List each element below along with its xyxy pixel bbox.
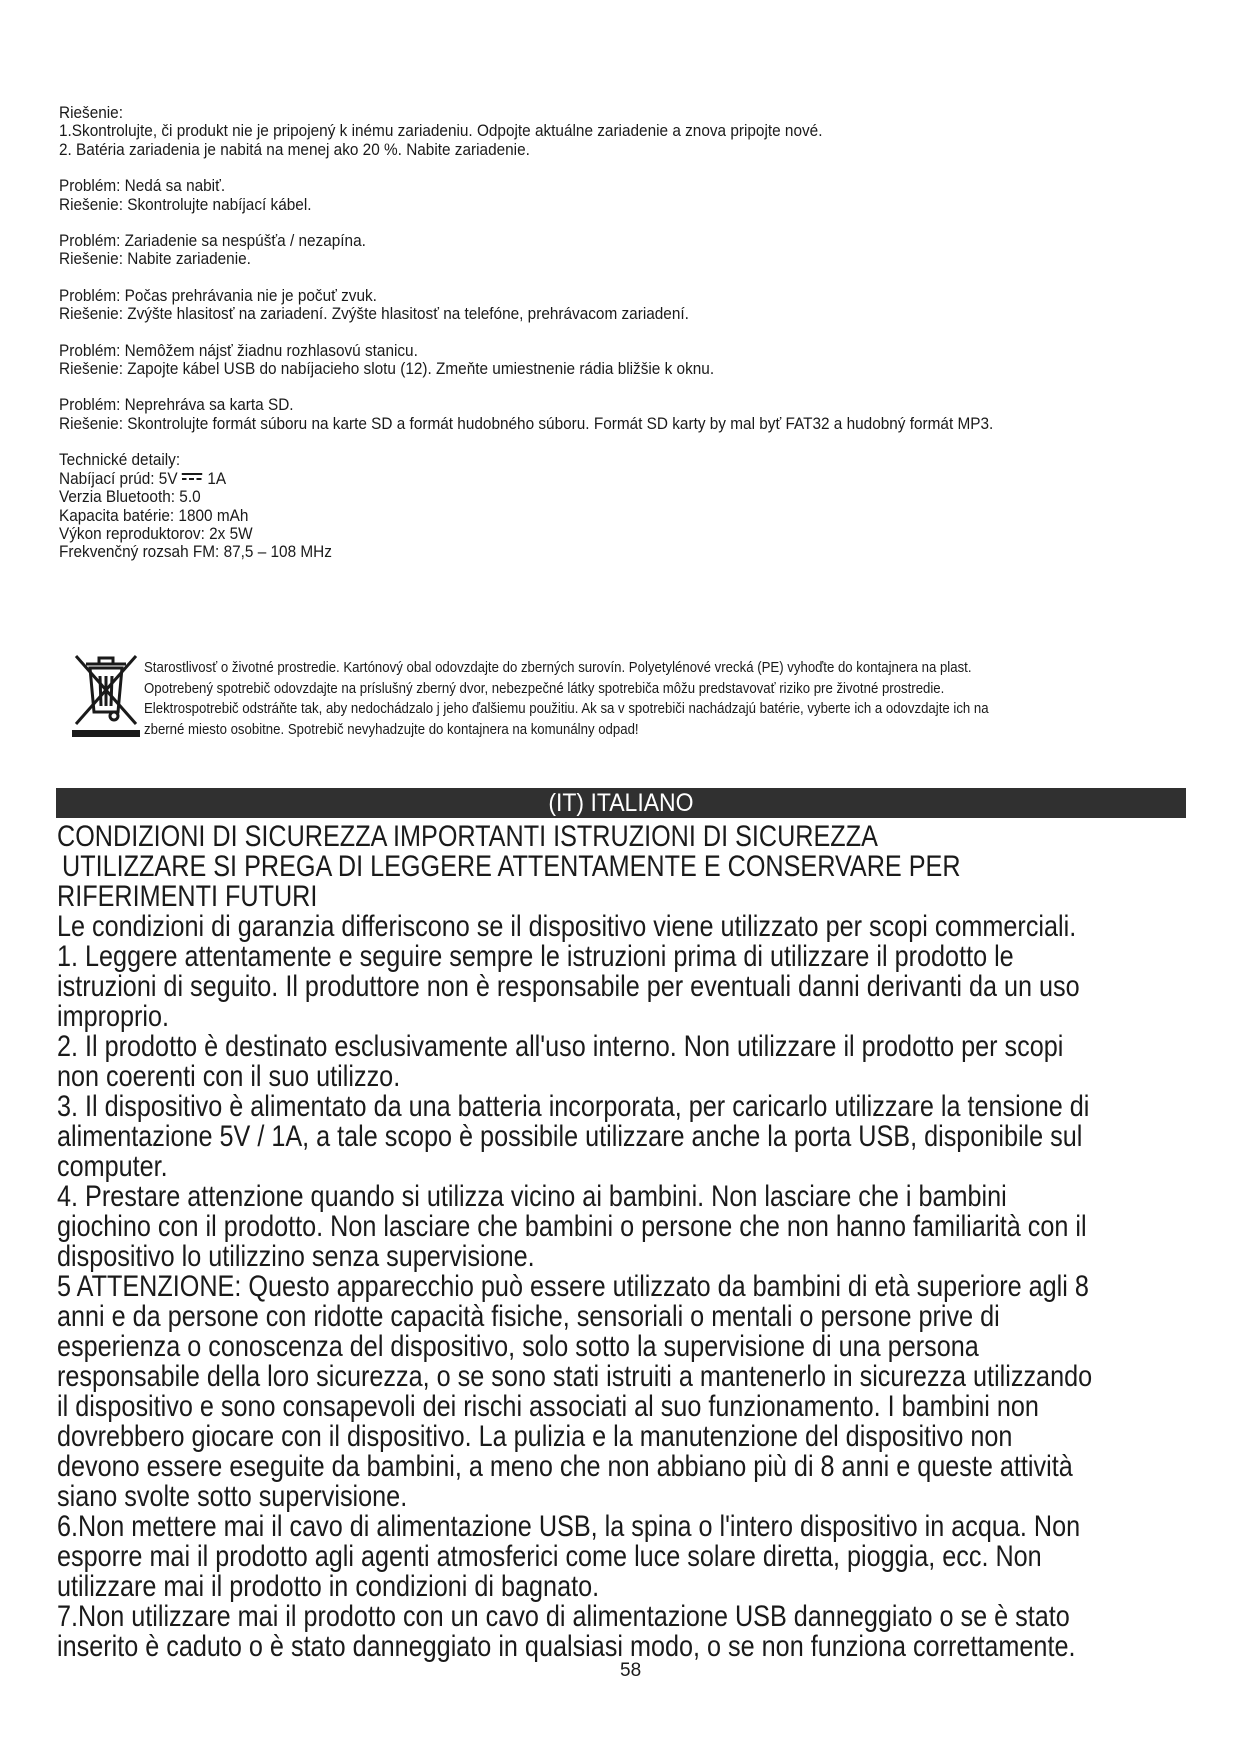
text-line: esperienza o conoscenza del dispositivo, solo sotto la supervisione di una persona	[57, 1330, 979, 1363]
page-number: 58	[620, 1660, 642, 1681]
charging-current-line	[59, 470, 1119, 488]
environment-line: Starostlivosť o životné prostredie. Kartónový obal odovzdajte do zberných surovín. Polyetylénové vrecká (PE) vyhoďte do kontajnera na plast.	[144, 659, 972, 676]
text-line: computer.	[57, 1150, 168, 1183]
text-line: alimentazione 5V / 1A, a tale scopo è possibile utilizzare anche la porta USB, disponibile sul	[57, 1120, 1083, 1153]
problem-line: Problém: Počas prehrávania nie je počuť zvuk.	[59, 286, 377, 305]
tech-detail-line: Verzia Bluetooth: 5.0	[59, 488, 201, 507]
problem-line: Problém: Zariadenie sa nespúšťa / nezapína.	[59, 232, 366, 251]
crossed-out-wheeled-bin-icon	[70, 646, 142, 738]
text-line: 7.Non utilizzare mai il prodotto con un cavo di alimentazione USB danneggiato o se è stato	[57, 1600, 1070, 1633]
text-line: 4. Prestare attenzione quando si utilizza vicino ai bambini. Non lasciare che i bambini	[57, 1180, 1007, 1213]
safety-heading-line: RIFERIMENTI FUTURI	[57, 880, 318, 913]
text-line: Le condizioni di garanzia differiscono se il dispositivo viene utilizzato per scopi commerciali.	[57, 910, 1077, 943]
problem-line: Problém: Nemôžem nájsť žiadnu rozhlasovú stanicu.	[59, 341, 418, 360]
solution-line: Riešenie: Nabite zariadenie.	[59, 250, 251, 269]
solution-line: Riešenie: Zapojte kábel USB do nabíjacieho slotu (12). Zmeňte umiestnenie rádia bližšie k oknu.	[59, 360, 715, 379]
solution-line: Riešenie: Skontrolujte formát súboru na karte SD a formát hudobného súboru. Formát SD karty by mal byť FAT32 a hudobný formát MP3.	[59, 414, 994, 433]
language-header-label: (IT) ITALIANO	[548, 789, 694, 817]
text-line: improprio.	[57, 1000, 170, 1033]
solution-line: Riešenie: Zvýšte hlasitosť na zariadení. Zvýšte hlasitosť na telefóne, prehrávacom zariadení.	[59, 305, 689, 324]
text-line: dovrebbero giocare con il dispositivo. La pulizia e la manutenzione del dispositivo non	[57, 1420, 1013, 1453]
text-line: 1.Skontrolujte, či produkt nie je pripojený k inému zariadeniu. Odpojte aktuálne zariadenie a znova pripojte nové.	[59, 122, 823, 141]
text-line: il dispositivo e sono consapevoli dei rischi associati al suo funzionamento. I bambini non	[57, 1390, 1039, 1423]
problem-line: Problém: Nedá sa nabiť.	[59, 177, 226, 196]
tech-detail-line: Výkon reproduktorov: 2x 5W	[59, 524, 253, 543]
text-line: 2. Batéria zariadenia je nabitá na menej ako 20 %. Nabite zariadenie.	[59, 140, 530, 159]
text-line: devono essere eseguite da bambini, a meno che non abbiano più di 8 anni e queste attività	[57, 1450, 1073, 1483]
charging-current-label: Nabíjací prúd: 5V	[59, 469, 178, 488]
environment-notice	[70, 646, 1180, 740]
text-line: 2. Il prodotto è destinato esclusivamente all'uso interno. Non utilizzare il prodotto per scopi	[57, 1030, 1064, 1063]
text-line: anni e da persone con ridotte capacità fisiche, sensoriali o mentali o persone prive di	[57, 1300, 1000, 1333]
text-line: non coerenti con il suo utilizzo.	[57, 1060, 401, 1093]
text-line: 6.Non mettere mai il cavo di alimentazione USB, la spina o l'intero dispositivo in acqua. Non	[57, 1510, 1081, 1543]
text-line: 3. Il dispositivo è alimentato da una batteria incorporata, per caricarlo utilizzare la tensione di	[57, 1090, 1090, 1123]
text-line: responsabile della loro sicurezza, o se sono stati istruiti a mantenerlo in sicurezza utilizzando	[57, 1360, 1093, 1393]
text-line: inserito è caduto o è stato danneggiato in qualsiasi modo, o se non funziona correttamente.	[57, 1630, 1076, 1663]
environment-line: Opotrebený spotrebič odovzdajte na príslušný zberný dvor, nebezpečné látky spotrebiča môžu predstavovať riziko pre životné prostredie.	[144, 679, 945, 697]
slovak-troubleshooting-section	[59, 104, 1119, 562]
safety-heading-line: UTILIZZARE SI PREGA DI LEGGERE ATTENTAMENTE E CONSERVARE PER	[62, 850, 961, 883]
language-header-bar	[56, 788, 1186, 818]
text-line: giochino con il prodotto. Non lasciare che bambini o persone che non hanno familiarità con il	[57, 1210, 1087, 1243]
tech-detail-line: Kapacita batérie: 1800 mAh	[59, 506, 249, 525]
text-line: 1. Leggere attentamente e seguire sempre le istruzioni prima di utilizzare il prodotto le	[57, 940, 1014, 973]
problem-line: Problém: Neprehráva sa karta SD.	[59, 396, 294, 415]
text-line: utilizzare mai il prodotto in condizioni di bagnato.	[57, 1570, 600, 1603]
text-line: 5 ATTENZIONE: Questo apparecchio può essere utilizzato da bambini di età superiore agli 8	[57, 1270, 1089, 1303]
tech-details-heading: Technické detaily:	[59, 451, 181, 470]
environment-text	[144, 658, 1138, 740]
text-line: istruzioni di seguito. Il produttore non è responsabile per eventuali danni derivanti da un uso	[57, 970, 1080, 1003]
tech-detail-line: Frekvenčný rozsah FM: 87,5 – 108 MHz	[59, 543, 332, 562]
charging-current-value: 1A	[207, 469, 227, 488]
italian-safety-section	[57, 820, 1093, 1663]
dc-current-icon	[181, 473, 201, 481]
solution-line: Riešenie: Skontrolujte nabíjací kábel.	[59, 195, 312, 214]
text-line: Riešenie:	[59, 104, 123, 122]
safety-heading-line: CONDIZIONI DI SICUREZZA IMPORTANTI ISTRUZIONI DI SICUREZZA	[57, 820, 878, 853]
text-line: siano svolte sotto supervisione.	[57, 1480, 408, 1513]
environment-line: zberné miesto osobitne. Spotrebič nevyhadzujte do kontajnera na komunálny odpad!	[144, 720, 639, 738]
environment-line: Elektrospotrebič odstráňte tak, aby nedochádzalo j jeho ďalšiemu použitiu. Ak sa v spotrebiči nachádzajú batérie, vyberte ich a odovzdajte ich na	[144, 700, 989, 717]
text-line: dispositivo lo utilizzino senza supervisione.	[57, 1240, 535, 1273]
text-line: esporre mai il prodotto agli agenti atmosferici come luce solare diretta, pioggia, ecc. Non	[57, 1540, 1042, 1573]
